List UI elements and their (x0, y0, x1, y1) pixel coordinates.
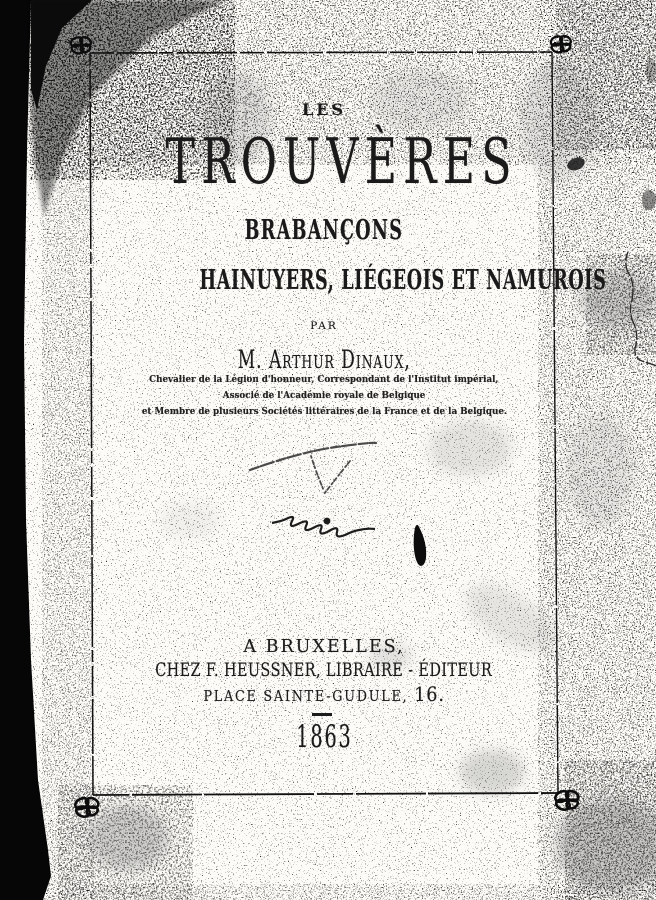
imprint-address (90, 684, 558, 705)
author-name: M. Arthur Dinaux, (237, 345, 411, 374)
imprint-address-number: 16. (414, 682, 445, 706)
author-title-line-3: et Membre de plusieurs Sociétés littéraires de la France et de la Belgique. (141, 406, 507, 417)
title-article: LES (302, 100, 346, 119)
byline-label: PAR (310, 320, 338, 332)
book-title (90, 125, 558, 198)
imprint-divider-rule (312, 713, 332, 716)
book-title-text: TROUVÈRES (165, 125, 518, 198)
imprint-address-street: PLACE SAINTE-GUDULE, (203, 689, 409, 705)
author-title-line-2: Associé de l'Académie royale de Belgique (222, 390, 426, 401)
subtitle-line-2: HAINUYERS, LIÉGEOIS ET NAMUROIS (199, 265, 607, 296)
subtitle-line-1: BRABANÇONS (244, 215, 404, 246)
imprint-publisher: CHEZ F. HEUSSNER, LIBRAIRE - ÉDITEUR (155, 659, 493, 681)
imprint-city: A BRUXELLES, (243, 637, 405, 657)
imprint-year: 1863 (295, 719, 353, 755)
title-page-content (90, 0, 607, 900)
author-title-line-1: Chevalier de la Légion d'honneur, Correspondant de l'Institut impérial, (149, 374, 499, 385)
